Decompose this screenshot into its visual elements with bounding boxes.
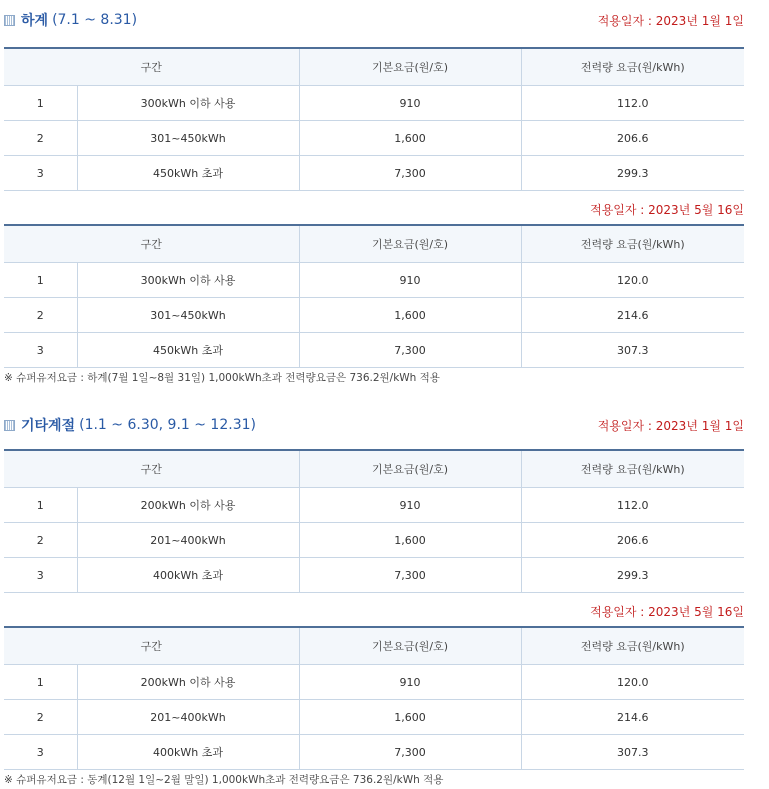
table-row: [4, 700, 744, 735]
energy-fee: 120.0: [521, 665, 744, 700]
tier-number: 1: [4, 488, 77, 523]
table-header-row: [4, 627, 744, 665]
table-header-row: [4, 225, 744, 263]
section-title-text: 기타계절: [21, 418, 76, 434]
energy-fee: 214.6: [521, 298, 744, 333]
tier-number: 2: [4, 523, 77, 558]
section-title-text: 하계: [21, 13, 49, 29]
rate-table: [4, 626, 744, 770]
superuser-note: ※ 슈퍼유저요금 : 동계(12월 1일~2월 말일) 1,000kWh초과 전력량요금은 736.2원/kWh 적용: [4, 774, 444, 786]
tier-range: 301~450kWh: [77, 298, 299, 333]
table-row: [4, 298, 744, 333]
tier-number: 3: [4, 156, 77, 191]
tier-range: 200kWh 이하 사용: [77, 488, 299, 523]
tier-number: 2: [4, 298, 77, 333]
effective-date: 적용일자 : 2023년 1월 1일: [597, 14, 744, 28]
tier-number: 3: [4, 333, 77, 368]
table-header-row: [4, 450, 744, 488]
energy-fee: 206.6: [521, 523, 744, 558]
base-fee: 1,600: [299, 700, 521, 735]
base-fee: 910: [299, 86, 521, 121]
base-fee: 7,300: [299, 156, 521, 191]
energy-fee: 214.6: [521, 700, 744, 735]
effective-date: 적용일자 : 2023년 1월 1일: [597, 419, 744, 433]
table-row: [4, 665, 744, 700]
tier-number: 2: [4, 121, 77, 156]
section-header-summer: [0, 4, 744, 34]
table-row: [4, 558, 744, 593]
base-fee: 910: [299, 488, 521, 523]
base-fee: 7,300: [299, 333, 521, 368]
tier-range: 400kWh 초과: [77, 558, 299, 593]
rate-table: [4, 47, 744, 191]
table-row: [4, 156, 744, 191]
section-title: [4, 415, 256, 435]
col-header-tier: 구간: [4, 225, 299, 263]
section-period: (7.1 ~ 8.31): [52, 12, 138, 28]
energy-fee: 299.3: [521, 558, 744, 593]
tier-number: 1: [4, 263, 77, 298]
rate-table: [4, 449, 744, 593]
col-header-energy-fee: 전력량 요금(원/kWh): [521, 48, 744, 86]
tier-number: 1: [4, 86, 77, 121]
base-fee: 7,300: [299, 558, 521, 593]
square-bullet-icon: [4, 15, 15, 26]
base-fee: 910: [299, 263, 521, 298]
tier-range: 201~400kWh: [77, 700, 299, 735]
energy-fee: 299.3: [521, 156, 744, 191]
energy-fee: 206.6: [521, 121, 744, 156]
effective-date: 적용일자 : 2023년 5월 16일: [590, 203, 744, 217]
col-header-base-fee: 기본요금(원/호): [299, 48, 521, 86]
section-header-other-seasons: [0, 409, 744, 439]
table-row: [4, 86, 744, 121]
base-fee: 910: [299, 665, 521, 700]
col-header-tier: 구간: [4, 48, 299, 86]
tier-number: 3: [4, 735, 77, 770]
section-period: (1.1 ~ 6.30, 9.1 ~ 12.31): [79, 417, 256, 433]
col-header-energy-fee: 전력량 요금(원/kWh): [521, 450, 744, 488]
col-header-tier: 구간: [4, 627, 299, 665]
table-row: [4, 523, 744, 558]
energy-fee: 112.0: [521, 488, 744, 523]
tier-range: 400kWh 초과: [77, 735, 299, 770]
tier-number: 2: [4, 700, 77, 735]
base-fee: 7,300: [299, 735, 521, 770]
table-row: [4, 735, 744, 770]
table-row: [4, 333, 744, 368]
col-header-energy-fee: 전력량 요금(원/kWh): [521, 225, 744, 263]
tier-range: 450kWh 초과: [77, 333, 299, 368]
tier-range: 301~450kWh: [77, 121, 299, 156]
table-row: [4, 121, 744, 156]
energy-fee: 112.0: [521, 86, 744, 121]
tier-number: 1: [4, 665, 77, 700]
col-header-base-fee: 기본요금(원/호): [299, 450, 521, 488]
superuser-note: ※ 슈퍼유저요금 : 하계(7월 1일~8월 31일) 1,000kWh초과 전력량요금은 736.2원/kWh 적용: [4, 372, 440, 384]
col-header-base-fee: 기본요금(원/호): [299, 627, 521, 665]
table-header-row: [4, 48, 744, 86]
col-header-energy-fee: 전력량 요금(원/kWh): [521, 627, 744, 665]
effective-date: 적용일자 : 2023년 5월 16일: [590, 605, 744, 619]
tier-range: 200kWh 이하 사용: [77, 665, 299, 700]
energy-fee: 307.3: [521, 735, 744, 770]
col-header-tier: 구간: [4, 450, 299, 488]
base-fee: 1,600: [299, 298, 521, 333]
square-bullet-icon: [4, 420, 15, 431]
tier-number: 3: [4, 558, 77, 593]
tier-range: 300kWh 이하 사용: [77, 263, 299, 298]
col-header-base-fee: 기본요금(원/호): [299, 225, 521, 263]
tier-range: 201~400kWh: [77, 523, 299, 558]
energy-fee: 120.0: [521, 263, 744, 298]
energy-fee: 307.3: [521, 333, 744, 368]
table-row: [4, 263, 744, 298]
tier-range: 300kWh 이하 사용: [77, 86, 299, 121]
base-fee: 1,600: [299, 523, 521, 558]
base-fee: 1,600: [299, 121, 521, 156]
table-row: [4, 488, 744, 523]
rate-table: [4, 224, 744, 368]
section-title: [4, 10, 137, 30]
tier-range: 450kWh 초과: [77, 156, 299, 191]
